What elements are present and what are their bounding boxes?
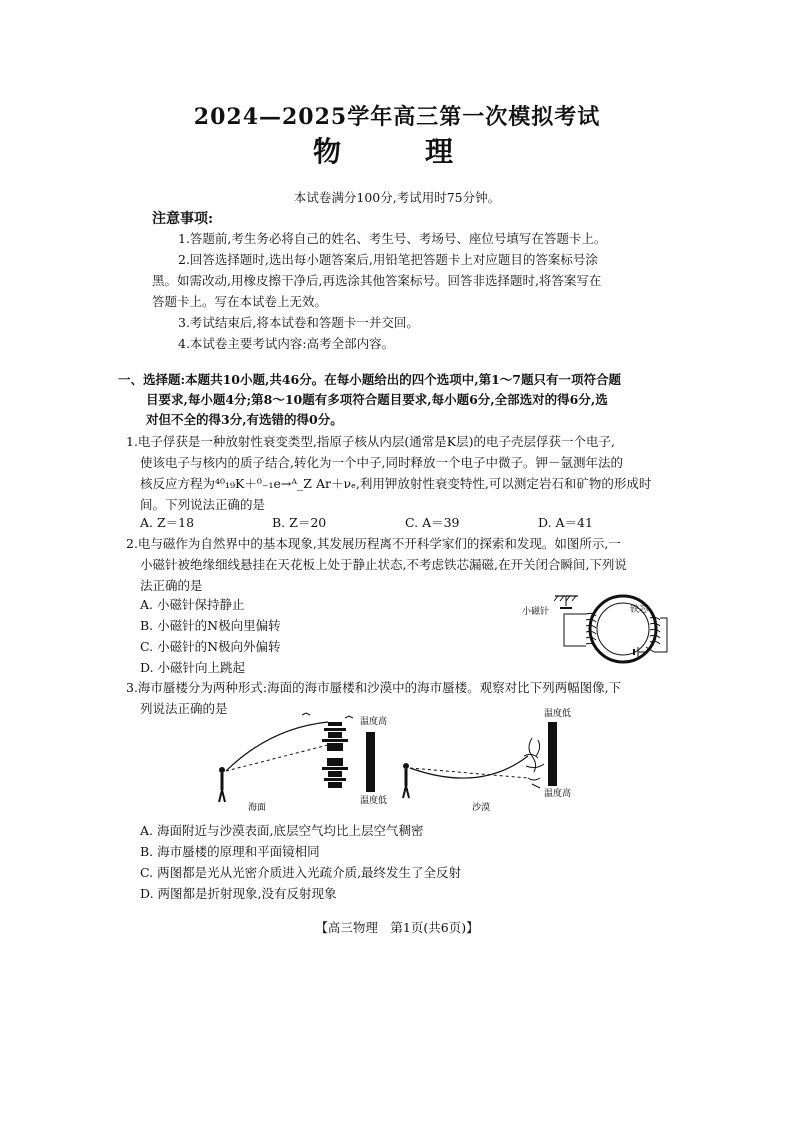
notice-heading: 注意事项: — [152, 211, 214, 227]
notice-item-2-cont2: 答题卡上。写在本试卷上无效。 — [152, 294, 328, 309]
section-heading-line-3: 对但不全的得3分,有选错的得0分。 — [146, 412, 343, 427]
q2-line-2: 小磁针被绝缘细线悬挂在天花板上处于静止状态,不考虑铁芯漏磁,在开关闭合瞬间,下列说 — [140, 557, 627, 572]
desert-caption: 沙漠 — [472, 803, 491, 813]
pagoda-bottom — [322, 758, 348, 788]
observer-left — [219, 767, 225, 802]
q1-line-4: 间。下列说法正确的是 — [140, 497, 266, 512]
temperature-bar-left — [366, 732, 375, 792]
q3-option-a: A. 海面附近与沙漠表面,底层空气均比上层空气稠密 — [140, 823, 424, 838]
notice-item-3: 3.考试结束后,将本试卷和答题卡一并交回。 — [178, 315, 419, 330]
page-footer: 【高三物理 第1页(共6页)】 — [315, 920, 479, 935]
q2-line-1: 2.电与磁作为自然界中的基本现象,其发展历程离不开科学家们的探索和发现。如图所示,一 — [126, 536, 621, 551]
q1-option-b: B. Z＝20 — [272, 515, 327, 530]
q2-option-a: A. 小磁针保持静止 — [140, 597, 245, 612]
q2-option-d: D. 小磁针向上跳起 — [140, 660, 246, 675]
q3-option-d: D. 两图都是折射现象,没有反射现象 — [140, 886, 337, 901]
q3-mirage-figure — [210, 708, 630, 818]
desert-top-label: 温度低 — [544, 709, 572, 719]
needle-label: 小磁针 — [522, 607, 550, 617]
subject-title: 物 理 — [312, 135, 481, 168]
q3-option-b: B. 海市蜃楼的原理和平面镜相同 — [140, 844, 320, 859]
q1-line-2: 使该电子与核内的质子结合,转化为一个中子,同时释放一个电子中微子。钾－氩测年法的 — [140, 455, 623, 470]
sea-panel — [219, 713, 387, 813]
desert-bottom-label: 温度高 — [544, 789, 572, 799]
q1-option-a: A. Z＝18 — [140, 515, 195, 530]
q1-line-3: 核反应方程为⁴⁰₁₉K＋⁰₋₁e→ᴬ_Z Ar＋νₑ,利用钾放射性衰变特性,可以测定岩石和矿物的形成时 — [140, 476, 652, 491]
q2-line-3: 法正确的是 — [140, 578, 203, 593]
q1-option-d: D. A＝41 — [538, 515, 593, 530]
exam-intro: 本试卷满分100分,考试用时75分钟。 — [293, 190, 501, 205]
section-heading-line-1: 一、选择题:本题共10小题,共46分。在每小题给出的四个选项中,第1～7题只有一项符合题 — [118, 372, 622, 387]
tree-mirage — [524, 738, 544, 788]
q3-line-1: 3.海市蜃楼分为两种形式:海面的海市蜃楼和沙漠中的海市蜃楼。观察对比下列两幅图像,下 — [126, 680, 622, 695]
q2-option-b: B. 小磁针的N极向里偏转 — [140, 618, 281, 633]
section-heading-line-2: 目要求,每小题4分;第8～10题有多项符合题目要求,每小题6分,全部选对的得6分,选 — [146, 392, 608, 407]
q2-circuit-figure — [520, 590, 670, 668]
sea-top-label: 温度高 — [360, 717, 388, 727]
q2-option-c: C. 小磁针的N极向外偏转 — [140, 639, 281, 654]
q3-option-c: C. 两图都是光从光密介质进入光疏介质,最终发生了全反射 — [140, 865, 462, 880]
pagoda-top — [322, 722, 348, 751]
notice-item-2-cont: 黑。如需改动,用橡皮擦干净后,再选涂其他答案标号。回答非选择题时,将答案写在 — [152, 273, 602, 288]
notice-item-2: 2.回答选择题时,选出每小题答案后,用铅笔把答题卡上对应题目的答案标号涂 — [178, 252, 598, 267]
core-label: 铁芯 — [630, 605, 649, 615]
desert-panel — [403, 708, 571, 813]
sea-bottom-label: 温度低 — [360, 796, 388, 806]
q1-line-1: 1.电子俘获是一种放射性衰变类型,指原子核从内层(通常是K层)的电子壳层俘获一个电子, — [126, 434, 615, 449]
q1-option-c: C. A＝39 — [405, 515, 460, 530]
sea-caption: 海面 — [248, 803, 267, 813]
q3-line-2: 列说法正确的是 — [140, 701, 228, 716]
observer-right — [403, 763, 409, 798]
temperature-bar-right — [548, 722, 557, 786]
notice-item-1: 1.答题前,考生务必将自己的姓名、考生号、考场号、座位号填写在答题卡上。 — [178, 231, 607, 246]
notice-item-4: 4.本试卷主要考试内容:高考全部内容。 — [178, 336, 395, 351]
exam-title: 2024—2025学年高三第一次模拟考试 — [193, 104, 601, 130]
